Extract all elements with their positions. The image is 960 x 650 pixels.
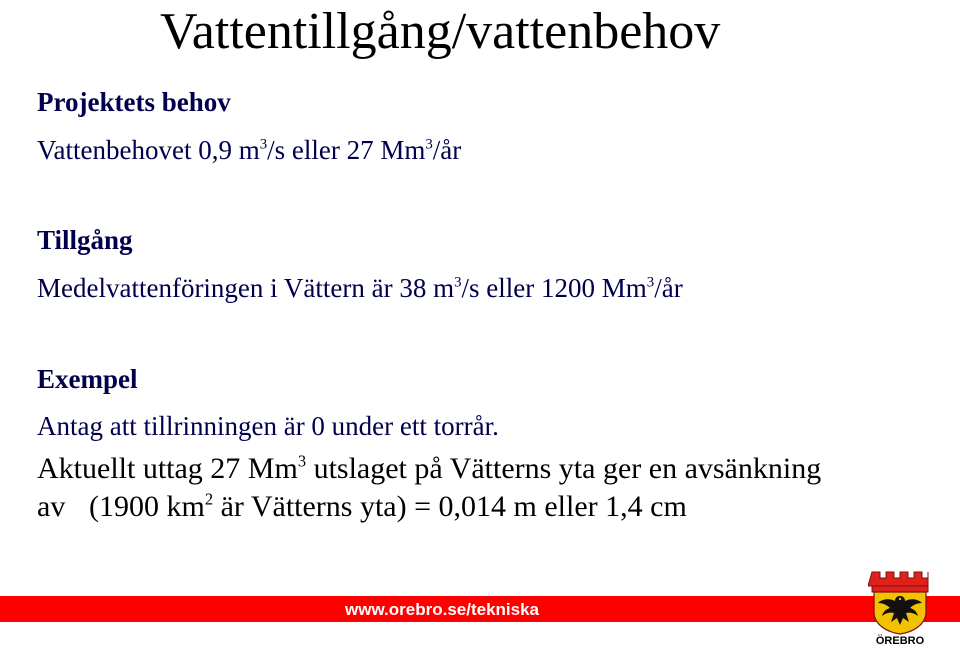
behov-sup-1: 3 <box>259 136 268 153</box>
section-heading-behov: Projektets behov <box>37 87 231 117</box>
tillgang-sup-2: 3 <box>646 274 655 291</box>
section-heading-tillgang: Tillgång <box>37 225 133 255</box>
exempel-line2-text-a: Aktuellt uttag 27 Mm <box>37 452 298 485</box>
exempel-line-3 <box>37 489 687 525</box>
tillgang-line <box>37 272 683 304</box>
exempel-line3-sup: 2 <box>204 489 214 509</box>
exempel-line3-text-a: (1900 km <box>89 490 205 523</box>
behov-sup-2: 3 <box>425 136 433 153</box>
tillgang-sup-1: 3 <box>454 274 462 291</box>
behov-text-a: Vattenbehovet 0,9 m <box>37 135 260 165</box>
tillgang-text-c: /år <box>654 273 683 303</box>
tillgang-text-a: Medelvattenföringen i Vättern är 38 m <box>37 273 455 303</box>
exempel-line2-sup: 3 <box>297 451 307 471</box>
exempel-line3-av: av <box>37 490 66 523</box>
exempel-line-2 <box>37 451 821 487</box>
section-heading-exempel: Exempel <box>37 364 138 394</box>
tillgang-text-b: /s eller 1200 Mm <box>461 273 647 303</box>
exempel-line2-text-b: utslaget på Vätterns yta ger en avsänkning <box>306 452 822 485</box>
footer-url[interactable]: www.orebro.se/tekniska <box>345 600 539 619</box>
exempel-line-1: Antag att tillrinningen är 0 under ett torrår. <box>37 411 499 441</box>
exempel-line3-text-b: är Vätterns yta) = 0,014 m eller 1,4 cm <box>213 490 687 523</box>
orebro-coat-of-arms-icon <box>868 570 932 636</box>
behov-line <box>37 134 461 166</box>
behov-text-c: /år <box>432 135 462 165</box>
page-title: Vattentillgång/vattenbehov <box>160 3 721 60</box>
behov-text-b: /s eller 27 Mm <box>267 135 426 165</box>
logo-text: ÖREBRO <box>875 635 925 647</box>
